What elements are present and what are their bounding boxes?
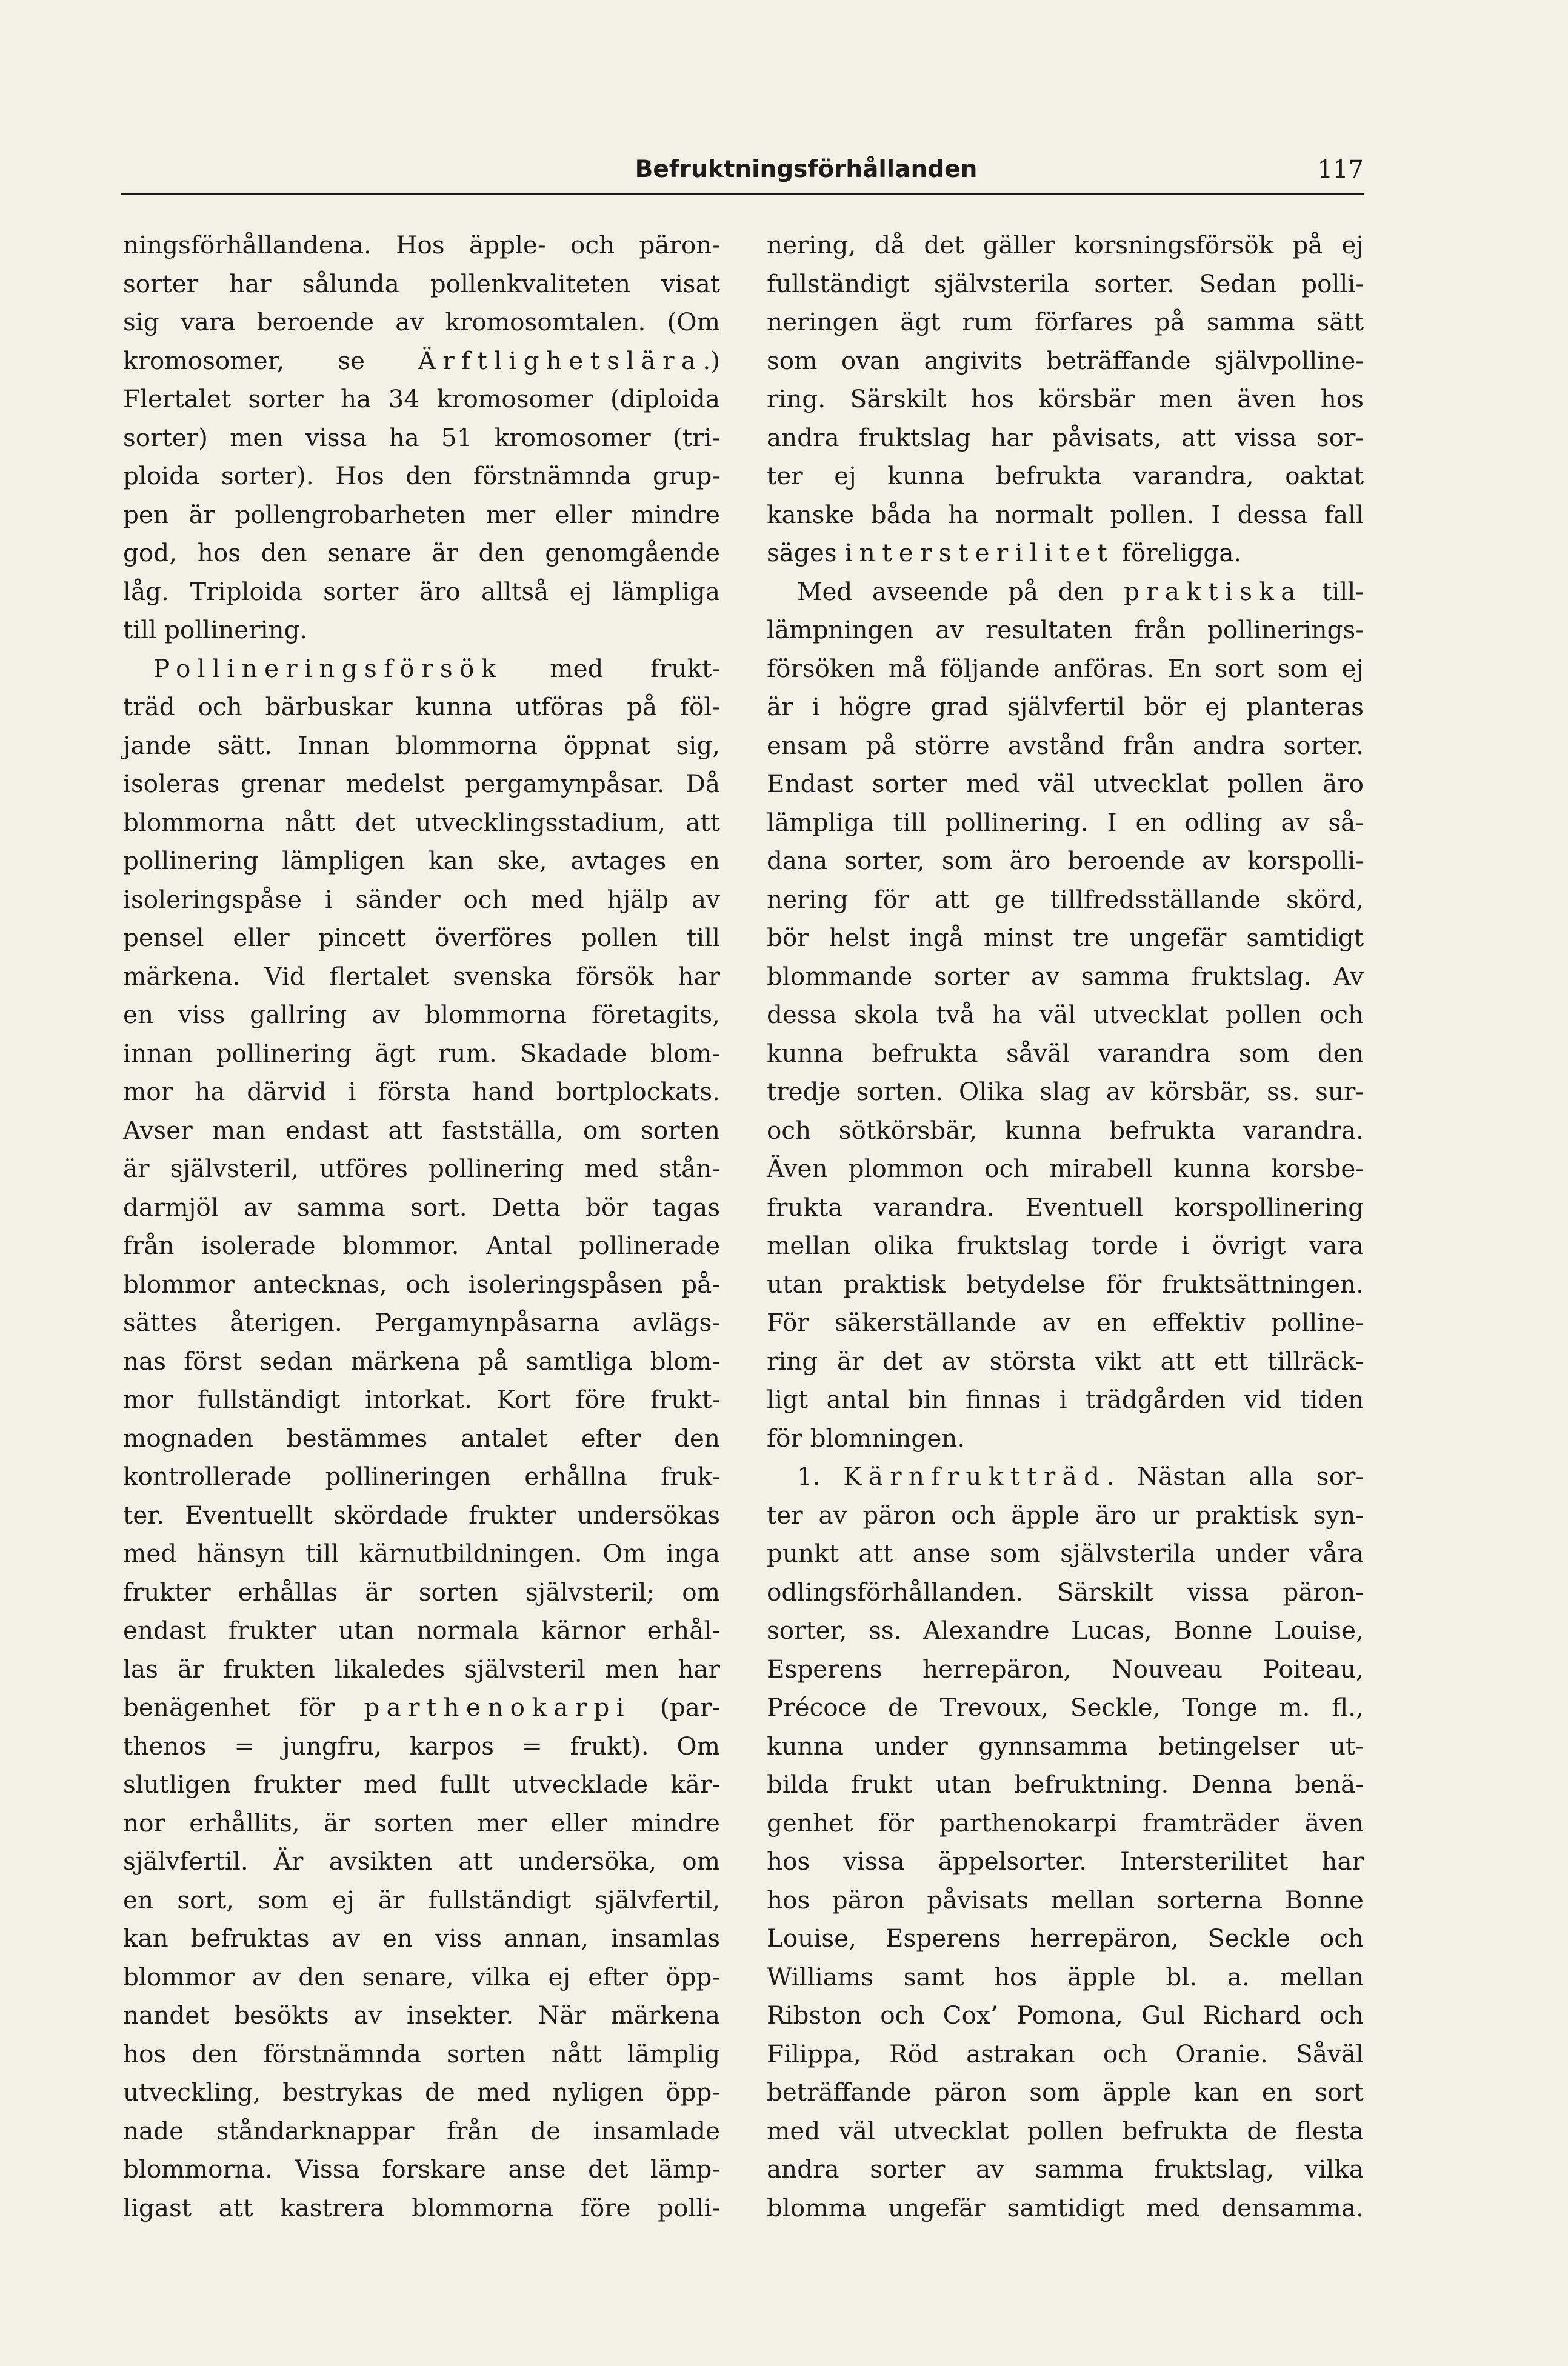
text-line <box>767 842 1364 881</box>
text-line <box>123 1996 720 2035</box>
line-text: benägenhet för <box>123 1693 364 1722</box>
line-text: dana sorter, som äro beroende av korspolli- <box>767 846 1364 875</box>
line-text: . Nästan alla sor- <box>1106 1462 1364 1491</box>
line-text: (par- <box>630 1693 720 1722</box>
text-line <box>767 1188 1364 1227</box>
text-line <box>123 1842 720 1881</box>
line-text: frukta varandra. Eventuell korspollinering <box>767 1192 1364 1222</box>
text-line <box>123 1765 720 1804</box>
line-text: nering, då det gäller korsningsförsök på ej <box>767 230 1364 259</box>
line-text: 1. <box>797 1462 844 1491</box>
line-text: fullständigt självsterila sorter. Sedan polli- <box>767 268 1364 298</box>
text-line <box>767 881 1364 919</box>
line-text: låg. Triploida sorter äro alltså ej lämpliga <box>123 576 720 606</box>
line-text: Louise, Esperens herrepäron, Seckle och <box>767 1924 1364 1953</box>
line-text: ter. Eventuellt skördade frukter undersökas <box>123 1500 720 1530</box>
line-text: kromosomer, se <box>123 345 418 375</box>
text-line <box>767 1073 1364 1111</box>
text-line <box>767 1650 1364 1689</box>
line-text: kunna under gynnsamma betingelser ut- <box>767 1731 1364 1761</box>
text-line <box>123 1111 720 1150</box>
line-text: kanske båda ha normalt pollen. I dessa fall <box>767 499 1364 529</box>
line-text: las är frukten likaledes självsteril men har <box>123 1654 720 1684</box>
text-line <box>123 496 720 535</box>
text-line <box>123 380 720 419</box>
line-text: kunna befrukta såväl varandra som den <box>767 1038 1364 1068</box>
text-line <box>767 573 1364 611</box>
line-text: till- <box>1302 576 1364 606</box>
line-text: sig vara beroende av kromosomtalen. (Om <box>123 307 720 336</box>
text-line <box>767 1496 1364 1535</box>
line-text: kontrollerade pollineringen erhållna fruk- <box>123 1462 720 1491</box>
text-line <box>767 1458 1364 1496</box>
line-text: en viss gallring av blommorna företagits, <box>123 1000 720 1029</box>
text-line <box>767 1958 1364 1997</box>
line-text: en sort, som ej är fullständigt självfertil, <box>123 1885 720 1914</box>
line-text: darmjöl av samma sort. Detta bör tagas <box>123 1192 720 1222</box>
text-line <box>123 1227 720 1265</box>
text-line <box>123 573 720 611</box>
line-text: thenos = jungfru, karpos = frukt). Om <box>123 1731 720 1761</box>
line-text: ring. Särskilt hos körsbär men även hos <box>767 384 1364 413</box>
line-text: med väl utvecklat pollen befrukta de flesta <box>767 2116 1364 2145</box>
text-line <box>123 1881 720 1920</box>
line-text: ningsförhållandena. Hos äpple- och päron- <box>123 230 720 259</box>
text-line <box>767 1842 1364 1881</box>
text-line <box>767 1688 1364 1727</box>
line-text: Esperens herrepäron, Nouveau Poiteau, <box>767 1654 1364 1684</box>
line-text: andra sorter av samma fruktslag, vilka <box>767 2154 1364 2184</box>
line-text: bör helst ingå minst tre ungefär samtidigt <box>767 923 1364 952</box>
text-line <box>767 688 1364 727</box>
line-text: blommorna nått det utvecklingsstadium, att <box>123 807 720 837</box>
text-line <box>123 1419 720 1458</box>
text-line <box>767 611 1364 650</box>
line-text: mor fullständigt intorkat. Kort före frukt- <box>123 1385 720 1414</box>
line-text: blommorna. Vissa forskare anse det lämp- <box>123 2154 720 2184</box>
line-text: .) <box>702 345 720 375</box>
line-text: Med avseende på den <box>797 576 1124 606</box>
text-line <box>767 804 1364 842</box>
line-text: dessa skola två ha väl utvecklat pollen och <box>767 1000 1364 1029</box>
text-line <box>767 1342 1364 1381</box>
line-text: mor ha därvid i första hand bortplockats. <box>123 1077 720 1106</box>
text-line <box>123 1958 720 1997</box>
line-text: sorter, ss. Alexandre Lucas, Bonne Louise, <box>767 1616 1364 1645</box>
text-line <box>767 1304 1364 1342</box>
spaced-emphasis: intersterilitet <box>844 538 1114 567</box>
text-line <box>767 2189 1364 2228</box>
line-text: slutligen frukter med fullt utvecklade kär- <box>123 1770 720 1799</box>
text-line <box>767 958 1364 996</box>
text-line <box>123 996 720 1035</box>
line-text: nas först sedan märkena på samtliga blom- <box>123 1346 720 1376</box>
line-text: god, hos den senare är den genomgående <box>123 538 720 567</box>
text-line <box>123 1688 720 1727</box>
text-line <box>123 226 720 265</box>
line-text: Filippa, Röd astrakan och Oranie. Såväl <box>767 2039 1364 2068</box>
line-text: självfertil. Är avsikten att undersöka, om <box>123 1847 720 1876</box>
line-text: Ribston och Cox’ Pomona, Gul Richard och <box>767 2001 1364 2030</box>
right-text-column <box>767 226 1364 2227</box>
text-line <box>123 1650 720 1689</box>
text-line <box>767 1919 1364 1958</box>
line-text: För säkerställande av en effektiv polline- <box>767 1308 1364 1337</box>
text-line <box>767 1150 1364 1188</box>
text-line <box>767 303 1364 342</box>
text-line <box>767 380 1364 419</box>
text-line <box>767 996 1364 1035</box>
line-text: punkt att anse som självsterila under våra <box>767 1539 1364 1568</box>
text-line <box>123 1073 720 1111</box>
spaced-emphasis: parthenokarpi <box>364 1693 631 1722</box>
text-line <box>123 1611 720 1650</box>
text-line <box>123 919 720 958</box>
line-text: till pollinering. <box>123 615 308 644</box>
line-text: för blomningen. <box>767 1423 966 1453</box>
text-line <box>767 919 1364 958</box>
text-line <box>767 1227 1364 1265</box>
page-number: 117 <box>1317 156 1364 184</box>
text-line <box>123 688 720 727</box>
line-text: är självsteril, utföres pollinering med stån- <box>123 1154 720 1183</box>
line-text: Flertalet sorter ha 34 kromosomer (diploida <box>123 384 720 413</box>
text-line <box>123 419 720 458</box>
line-text: nade ståndarknappar från de insamlade <box>123 2116 720 2145</box>
text-line <box>767 226 1364 265</box>
line-text: pensel eller pincett överföres pollen till <box>123 923 720 952</box>
text-line <box>767 1881 1364 1920</box>
text-line <box>767 342 1364 381</box>
line-text: träd och bärbuskar kunna utföras på föl- <box>123 692 720 721</box>
text-line <box>767 1381 1364 1419</box>
line-text: hos päron påvisats mellan sorterna Bonne <box>767 1885 1364 1914</box>
line-text: jande sätt. Innan blommorna öppnat sig, <box>123 730 720 760</box>
text-line <box>123 1150 720 1188</box>
text-line <box>767 1535 1364 1573</box>
text-line <box>123 2035 720 2074</box>
text-line <box>123 765 720 804</box>
text-line <box>767 1804 1364 1843</box>
line-text: ensam på större avstånd från andra sorter. <box>767 730 1364 760</box>
text-line <box>123 1035 720 1073</box>
text-line <box>123 1342 720 1381</box>
line-text: och sötkörsbär, kunna befrukta varandra. <box>767 1115 1364 1145</box>
line-text: beträffande päron som äpple kan en sort <box>767 2078 1364 2107</box>
text-line <box>767 1611 1364 1650</box>
line-text: kan befruktas av en viss annan, insamlas <box>123 1924 720 1953</box>
text-line <box>123 457 720 496</box>
line-text: Endast sorter med väl utvecklat pollen äro <box>767 769 1364 798</box>
line-text: frukter erhållas är sorten självsteril; om <box>123 1577 720 1607</box>
text-line <box>123 958 720 996</box>
line-text: sorter) men vissa ha 51 kromosomer (tri- <box>123 422 720 452</box>
text-line <box>123 2189 720 2228</box>
line-text: neringen ägt rum förfares på samma sätt <box>767 307 1364 336</box>
text-line <box>767 1419 1364 1458</box>
text-line <box>123 1458 720 1496</box>
line-text: försöken må följande anföras. En sort som ej <box>767 653 1364 683</box>
line-text: bilda frukt utan befruktning. Denna benä- <box>767 1770 1364 1799</box>
text-line <box>767 650 1364 688</box>
text-line <box>123 265 720 304</box>
spaced-emphasis: Ärftlighetslära <box>418 345 703 375</box>
text-line <box>767 2112 1364 2151</box>
line-text: ploida sorter). Hos den förstnämnda grup- <box>123 461 720 490</box>
text-line <box>123 1535 720 1573</box>
text-line <box>767 1727 1364 1766</box>
text-line <box>123 342 720 381</box>
line-text: blommor av den senare, vilka ej efter öpp- <box>123 1962 720 1991</box>
line-text: pollinering lämpligen kan ske, avtages en <box>123 846 720 875</box>
running-header <box>121 152 1364 188</box>
line-text: blommande sorter av samma fruktslag. Av <box>767 961 1364 991</box>
text-line <box>767 765 1364 804</box>
text-line <box>123 804 720 842</box>
line-text: ligt antal bin finnas i trädgården vid tiden <box>767 1385 1364 1414</box>
line-text: märkena. Vid flertalet svenska försök har <box>123 961 720 991</box>
text-line <box>767 1996 1364 2035</box>
text-line <box>767 419 1364 458</box>
line-text: säges <box>767 538 845 567</box>
line-text: utveckling, bestrykas de med nyligen öpp- <box>123 2078 720 2107</box>
line-text: hos den förstnämnda sorten nått lämplig <box>123 2039 720 2068</box>
text-line <box>123 2150 720 2189</box>
line-text: Även plommon och mirabell kunna korsbe- <box>767 1154 1364 1183</box>
spaced-emphasis: Pollineringsförsök <box>153 653 503 683</box>
line-text: hos vissa äppelsorter. Intersterilitet har <box>767 1847 1364 1876</box>
line-text: som ovan angivits beträffande självpolline- <box>767 345 1364 375</box>
line-text: lämpningen av resultaten från pollinerings- <box>767 615 1364 644</box>
text-line <box>123 1496 720 1535</box>
text-line <box>767 2150 1364 2189</box>
line-text: tredje sorten. Olika slag av körsbär, ss. sur- <box>767 1077 1364 1106</box>
line-text: ligast att kastrera blommorna före polli- <box>123 2193 720 2222</box>
running-title: Befruktningsförhållanden <box>635 156 978 183</box>
line-text: med frukt- <box>502 653 720 683</box>
line-text: pen är pollengrobarheten mer eller mindre <box>123 499 720 529</box>
line-text: är i högre grad självfertil bör ej planteras <box>767 692 1364 721</box>
text-line <box>767 727 1364 765</box>
text-line <box>767 1765 1364 1804</box>
text-line <box>123 1727 720 1766</box>
line-text: blommor antecknas, och isoleringspåsen på- <box>123 1269 720 1299</box>
line-text: utan praktisk betydelse för fruktsättningen. <box>767 1269 1364 1299</box>
line-text: endast frukter utan normala kärnor erhål- <box>123 1616 720 1645</box>
line-text: mellan olika fruktslag torde i övrigt vara <box>767 1231 1364 1260</box>
spaced-emphasis: praktiska <box>1123 576 1303 606</box>
line-text: föreligga. <box>1114 538 1242 567</box>
text-line <box>767 265 1364 304</box>
line-text: sorter har sålunda pollenkvaliteten visat <box>123 268 720 298</box>
text-line <box>123 727 720 765</box>
text-line <box>123 1304 720 1342</box>
text-line <box>123 2073 720 2112</box>
text-line <box>123 1804 720 1843</box>
line-text: innan pollinering ägt rum. Skadade blom- <box>123 1038 720 1068</box>
text-line <box>767 1111 1364 1150</box>
line-text: lämpliga till pollinering. I en odling av så- <box>767 807 1364 837</box>
line-text: med hänsyn till kärnutbildningen. Om inga <box>123 1539 720 1568</box>
line-text: ring är det av största vikt att ett tillräck- <box>767 1346 1364 1376</box>
text-line <box>123 842 720 881</box>
text-line <box>767 496 1364 535</box>
text-line <box>123 2112 720 2151</box>
text-line <box>123 1188 720 1227</box>
text-line <box>767 457 1364 496</box>
line-text: isoleras grenar medelst pergamynpåsar. Då <box>123 769 720 798</box>
text-line <box>123 1573 720 1612</box>
line-text: genhet för parthenokarpi framträder även <box>767 1808 1364 1838</box>
text-line <box>123 303 720 342</box>
line-text: ter ej kunna befrukta varandra, oaktat <box>767 461 1364 490</box>
text-line <box>767 2035 1364 2074</box>
line-text: Précoce de Trevoux, Seckle, Tonge m. fl., <box>767 1693 1364 1722</box>
line-text: blomma ungefär samtidigt med densamma. <box>767 2193 1364 2222</box>
text-line <box>123 650 720 688</box>
text-line <box>767 2073 1364 2112</box>
line-text: nor erhållits, är sorten mer eller mindre <box>123 1808 720 1838</box>
header-rule <box>121 193 1364 195</box>
line-text: andra fruktslag har påvisats, att vissa sor- <box>767 422 1364 452</box>
text-line <box>123 1919 720 1958</box>
text-line <box>123 1265 720 1304</box>
line-text: odlingsförhållanden. Särskilt vissa päron- <box>767 1577 1364 1607</box>
text-line <box>767 1035 1364 1073</box>
line-text: Avser man endast att fastställa, om sorten <box>123 1115 720 1145</box>
line-text: från isolerade blommor. Antal pollinerade <box>123 1231 720 1260</box>
text-line <box>123 881 720 919</box>
left-text-column <box>123 226 720 2227</box>
line-text: Williams samt hos äpple bl. a. mellan <box>767 1962 1364 1991</box>
line-text: nandet besökts av insekter. När märkena <box>123 2001 720 2030</box>
text-line <box>767 534 1364 573</box>
line-text: mognaden bestämmes antalet efter den <box>123 1423 720 1453</box>
line-text: ter av päron och äpple äro ur praktisk syn- <box>767 1500 1364 1530</box>
text-line <box>123 1381 720 1419</box>
line-text: sättes återigen. Pergamynpåsarna avlägs- <box>123 1308 720 1337</box>
text-line <box>767 1573 1364 1612</box>
text-line <box>123 534 720 573</box>
text-line <box>767 1265 1364 1304</box>
text-line <box>123 611 720 650</box>
spaced-emphasis: Kärnfruktträd <box>843 1462 1107 1491</box>
line-text: isoleringspåse i sänder och med hjälp av <box>123 884 720 914</box>
line-text: nering för att ge tillfredsställande skörd, <box>767 884 1364 914</box>
